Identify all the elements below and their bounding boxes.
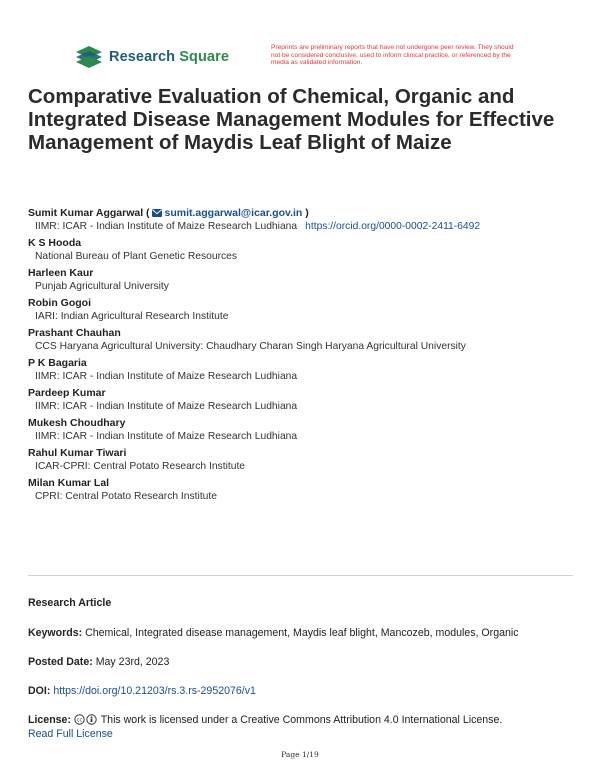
author-entry (28, 237, 588, 265)
author-affiliation: CCS Haryana Agricultural University: Chaudhary Charan Singh Haryana Agricultural University (35, 341, 466, 352)
author-affiliation: IARI: Indian Agricultural Research Institute (35, 311, 229, 322)
doi: DOI: https://doi.org/10.21203/rs.3.rs-2952076/v1 (28, 685, 256, 697)
orcid-link[interactable]: https://orcid.org/0000-0002-2411-6492 (305, 221, 481, 232)
author-entry (28, 357, 588, 385)
posted-date: Posted Date: May 23rd, 2023 (28, 656, 170, 668)
author-name: Robin Gogoi (28, 297, 91, 309)
mail-icon (152, 209, 162, 217)
author-name: Pardeep Kumar (28, 387, 106, 399)
author-entry (28, 327, 588, 355)
author-affiliation: IIMR: ICAR - Indian Institute of Maize Research Ludhiana (35, 431, 298, 442)
author-affiliation: IIMR: ICAR - Indian Institute of Maize Research Ludhiana https://orcid.org/0000-0002-2411-6492 (35, 221, 481, 232)
author-affiliation: Punjab Agricultural University (35, 281, 169, 292)
author-name: Rahul Kumar Tiwari (28, 447, 127, 459)
license: License: cc This work is licensed under a Creative Commons Attribution 4.0 International License. Read Full License (28, 714, 503, 740)
author-affiliation: ICAR-CPRI: Central Potato Research Institute (35, 461, 246, 472)
author-affiliation: CPRI: Central Potato Research Institute (35, 491, 217, 502)
logo-text: Research Square (109, 49, 229, 65)
article-type: Research Article (28, 597, 112, 609)
section-divider (28, 575, 573, 576)
preprint-notice: Preprints are preliminary reports that have not undergone peer review. They should not be considered conclusive, used to inform clinical practice, or referenced by the media as validated information. (271, 44, 514, 67)
doi-link[interactable]: https://doi.org/10.21203/rs.3.rs-2952076/v1 (53, 685, 256, 697)
author-name: K S Hooda (28, 237, 82, 249)
author-name: P K Bagaria (28, 357, 87, 369)
author-name: Sumit Kumar Aggarwal ( sumit.aggarwal@icar.gov.in ) (28, 207, 309, 219)
author-name: Harleen Kaur (28, 267, 94, 279)
research-square-logo[interactable] (76, 46, 229, 68)
author-list (28, 207, 588, 507)
author-affiliation: IIMR: ICAR - Indian Institute of Maize Research Ludhiana (35, 401, 298, 412)
keywords: Keywords: Chemical, Integrated disease management, Maydis leaf blight, Mancozeb, modules, Organic (28, 627, 519, 639)
author-affiliation: National Bureau of Plant Genetic Resources (35, 251, 238, 262)
cc-license-icon (74, 714, 98, 725)
author-affiliation: IIMR: ICAR - Indian Institute of Maize Research Ludhiana (35, 371, 298, 382)
read-full-license-link[interactable]: Read Full License (28, 728, 113, 740)
research-square-logo-icon (76, 46, 102, 68)
author-name: Milan Kumar Lal (28, 477, 110, 489)
page-number: Page 1/19 (281, 750, 319, 759)
author-name: Mukesh Choudhary (28, 417, 126, 429)
author-entry (28, 207, 588, 235)
author-entry (28, 477, 588, 505)
author-entry (28, 417, 588, 445)
paper-title: Comparative Evaluation of Chemical, Organic and Integrated Disease Management Modules for Effective Management of Maydis Leaf Blight of Maize (28, 85, 555, 155)
author-name: Prashant Chauhan (28, 327, 121, 339)
author-entry (28, 297, 588, 325)
author-entry (28, 387, 588, 415)
author-entry (28, 267, 588, 295)
email-link[interactable]: sumit.aggarwal@icar.gov.in (152, 207, 305, 219)
author-entry (28, 447, 588, 475)
svg-text:cc: cc (76, 717, 83, 724)
